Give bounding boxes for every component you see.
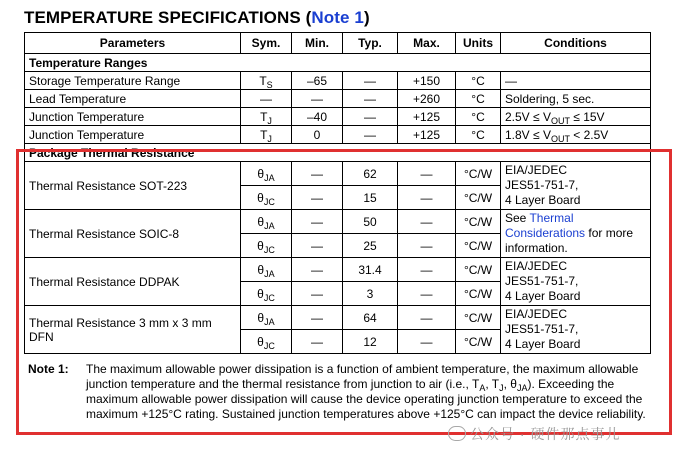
units-cell: °C/W bbox=[456, 330, 501, 354]
conditions-cell: EIA/JEDEC JES51-751-7, 4 Layer Board bbox=[501, 162, 651, 210]
units-cell: °C/W bbox=[456, 282, 501, 306]
table-row bbox=[25, 210, 651, 234]
min-cell: — bbox=[292, 162, 343, 186]
min-cell: — bbox=[292, 330, 343, 354]
max-cell: +150 bbox=[398, 72, 456, 90]
table-row bbox=[25, 258, 651, 282]
header-parameters: Parameters bbox=[25, 33, 241, 54]
sym-cell: $\theta_{JA}$ bbox=[241, 258, 292, 282]
header-conditions: Conditions bbox=[501, 33, 651, 54]
typ-cell: 64 bbox=[343, 306, 398, 330]
typ-cell: 62 bbox=[343, 162, 398, 186]
units-cell: °C/W bbox=[456, 258, 501, 282]
watermark: 公众号 · 硬件那点事儿 bbox=[448, 424, 620, 444]
param-cell: Thermal Resistance DDPAK bbox=[25, 258, 241, 306]
typ-cell: 50 bbox=[343, 210, 398, 234]
sym-cell: — bbox=[241, 90, 292, 108]
typ-cell: — bbox=[343, 126, 398, 144]
min-cell: — bbox=[292, 234, 343, 258]
sym-cell: $\theta_{JA}$ bbox=[241, 306, 292, 330]
units-cell: °C bbox=[456, 126, 501, 144]
units-cell: °C/W bbox=[456, 162, 501, 186]
page-title: TEMPERATURE SPECIFICATIONS (Note 1) bbox=[24, 8, 370, 27]
param-cell: Thermal Resistance SOIC-8 bbox=[25, 210, 241, 258]
conditions-cell: Soldering, 5 sec. bbox=[501, 90, 651, 108]
min-cell: — bbox=[292, 210, 343, 234]
max-cell: — bbox=[398, 186, 456, 210]
header-sym: Sym. bbox=[241, 33, 292, 54]
header-min: Min. bbox=[292, 33, 343, 54]
max-cell: — bbox=[398, 330, 456, 354]
min-cell: — bbox=[292, 258, 343, 282]
units-cell: °C bbox=[456, 108, 501, 126]
max-cell: — bbox=[398, 162, 456, 186]
max-cell: — bbox=[398, 234, 456, 258]
conditions-cell: EIA/JEDEC JES51-751-7, 4 Layer Board bbox=[501, 306, 651, 354]
conditions-cell: EIA/JEDEC JES51-751-7, 4 Layer Board bbox=[501, 258, 651, 306]
footnote-text: The maximum allowable power dissipation is a function of ambient temperature, the maximum allowable junction temperature and the thermal resistance from junction to air (i.e., $T_A$, $T_J$, $\theta_{JA}$). Exceeding the maximum allowable power dissipation will cause the device operating junction temperature to exceed the maximum +125°C rating. Sustained junction temperatures above +125°C can impact the device reliability. bbox=[86, 362, 646, 421]
typ-cell: 3 bbox=[343, 282, 398, 306]
footnote-label: Note 1: bbox=[28, 362, 69, 376]
max-cell: +125 bbox=[398, 126, 456, 144]
min-cell: 0 bbox=[292, 126, 343, 144]
units-cell: °C/W bbox=[456, 234, 501, 258]
sym-cell: $\theta_{JC}$ bbox=[241, 282, 292, 306]
units-cell: °C/W bbox=[456, 186, 501, 210]
section-title-temperature-ranges: Temperature Ranges bbox=[25, 54, 651, 72]
sym-cell: $\theta_{JC}$ bbox=[241, 186, 292, 210]
sym-cell: $\theta_{JC}$ bbox=[241, 330, 292, 354]
param-cell: Thermal Resistance SOT-223 bbox=[25, 162, 241, 210]
table-row bbox=[25, 126, 651, 144]
sym-cell: $T_S$ bbox=[241, 72, 292, 90]
conditions-cell: See Thermal Considerations for more information. bbox=[501, 210, 651, 258]
conditions-cell: — bbox=[501, 72, 651, 90]
units-cell: °C/W bbox=[456, 306, 501, 330]
header-max: Max. bbox=[398, 33, 456, 54]
min-cell: –40 bbox=[292, 108, 343, 126]
typ-cell: 12 bbox=[343, 330, 398, 354]
param-cell: Lead Temperature bbox=[25, 90, 241, 108]
section-title-package-thermal: Package Thermal Resistance bbox=[25, 144, 651, 162]
typ-cell: — bbox=[343, 108, 398, 126]
param-cell: Storage Temperature Range bbox=[25, 72, 241, 90]
sym-cell: $\theta_{JC}$ bbox=[241, 234, 292, 258]
section-row bbox=[25, 144, 651, 162]
max-cell: — bbox=[398, 282, 456, 306]
sym-cell: $\theta_{JA}$ bbox=[241, 210, 292, 234]
sym-cell: $T_J$ bbox=[241, 108, 292, 126]
units-cell: °C bbox=[456, 90, 501, 108]
footnote bbox=[28, 362, 650, 422]
typ-cell: — bbox=[343, 90, 398, 108]
typ-cell: 25 bbox=[343, 234, 398, 258]
min-cell: — bbox=[292, 306, 343, 330]
typ-cell: 15 bbox=[343, 186, 398, 210]
min-cell: — bbox=[292, 282, 343, 306]
thermal-link[interactable]: Thermal bbox=[529, 211, 574, 225]
min-cell: — bbox=[292, 90, 343, 108]
param-cell: Junction Temperature bbox=[25, 126, 241, 144]
sym-cell: $T_J$ bbox=[241, 126, 292, 144]
sym-cell: $\theta_{JA}$ bbox=[241, 162, 292, 186]
max-cell: +260 bbox=[398, 90, 456, 108]
param-cell: Junction Temperature bbox=[25, 108, 241, 126]
considerations-link[interactable]: Considerations bbox=[505, 226, 586, 240]
temperature-spec-table bbox=[24, 32, 651, 354]
table-row bbox=[25, 108, 651, 126]
min-cell: –65 bbox=[292, 72, 343, 90]
table-row bbox=[25, 72, 651, 90]
table-row bbox=[25, 162, 651, 186]
units-cell: °C bbox=[456, 72, 501, 90]
max-cell: +125 bbox=[398, 108, 456, 126]
typ-cell: 31.4 bbox=[343, 258, 398, 282]
table-header-row bbox=[25, 33, 651, 54]
max-cell: — bbox=[398, 306, 456, 330]
min-cell: — bbox=[292, 186, 343, 210]
header-units: Units bbox=[456, 33, 501, 54]
note-reference-link[interactable]: Note 1 bbox=[311, 8, 364, 27]
wechat-icon bbox=[448, 426, 466, 441]
conditions-cell: $1.8V \le V_{OUT} < 2.5V$ bbox=[501, 126, 651, 144]
table-row bbox=[25, 90, 651, 108]
max-cell: — bbox=[398, 258, 456, 282]
typ-cell: — bbox=[343, 72, 398, 90]
conditions-cell: $2.5V \le V_{OUT} \le 15V$ bbox=[501, 108, 651, 126]
header-typ: Typ. bbox=[343, 33, 398, 54]
max-cell: — bbox=[398, 210, 456, 234]
units-cell: °C/W bbox=[456, 210, 501, 234]
param-cell: Thermal Resistance 3 mm x 3 mm DFN bbox=[25, 306, 241, 354]
section-row bbox=[25, 54, 651, 72]
table-row bbox=[25, 306, 651, 330]
